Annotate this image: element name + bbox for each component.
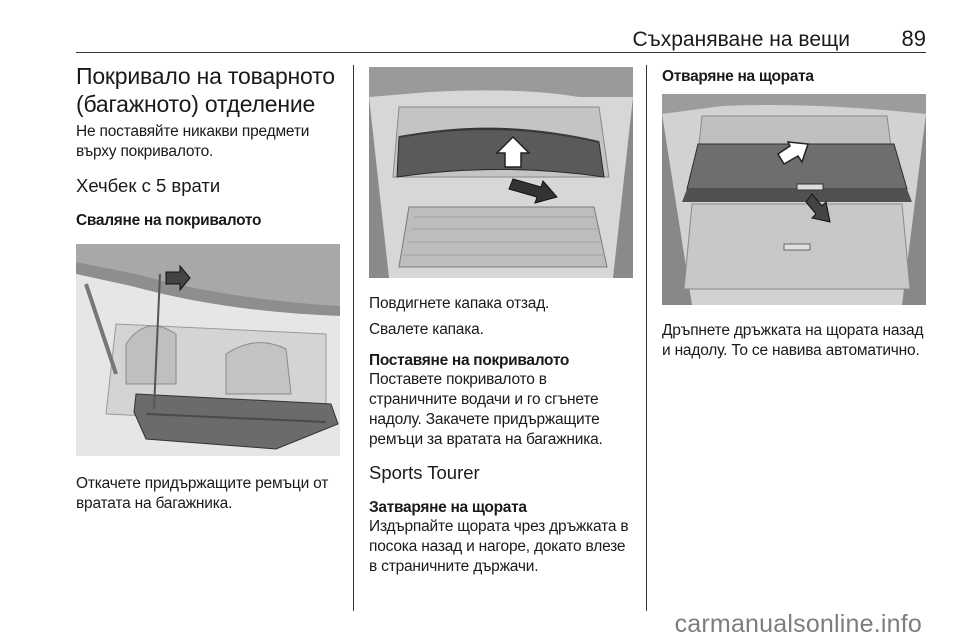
section-heading: Покривало на товарното (багажното) отделение: [76, 63, 335, 117]
intro-paragraph: Не поставяйте никакви предмети върху покривалото.: [76, 123, 310, 160]
paragraph: Повдигнете капака отзад.: [369, 295, 550, 312]
column-middle: [369, 62, 633, 577]
watermark: carmanualsonline.info: [674, 610, 922, 638]
step-heading: Поставяне на покривалото: [369, 352, 570, 369]
paragraph: Дръпнете дръжката на щората назад и надолу. То се навива автоматично.: [662, 322, 924, 359]
header-rule: [76, 52, 926, 53]
step-heading: Затваряне на щората: [369, 499, 527, 516]
subsection-heading: Хечбек с 5 врати: [76, 175, 221, 196]
running-header-title: Съхраняване на вещи: [632, 28, 850, 51]
column-left: [76, 62, 340, 514]
column-right: [662, 62, 926, 361]
paragraph: Издърпайте щората чрез дръжката в посока назад и нагоре, докато влезе в страничните държачи.: [369, 518, 629, 575]
cover-removal-illustration: [76, 244, 340, 456]
paragraph: Свалете капака.: [369, 321, 484, 338]
column-divider: [353, 65, 354, 611]
cover-lift-illustration: [369, 67, 633, 278]
step-caption: Откачете придържащите ремъци от вратата на багажника.: [76, 475, 329, 512]
column-divider: [646, 65, 647, 611]
page-number: 89: [901, 26, 926, 51]
paragraph: Поставете покривалото в страничните водачи и го сгънете надолу. Закачете придържащите ремъци за вратата на багажника.: [369, 371, 603, 448]
step-heading: Отваряне на щората: [662, 68, 814, 85]
step-heading: Сваляне на покривалото: [76, 212, 262, 229]
blind-open-illustration: [662, 94, 926, 305]
subsection-heading: Sports Tourer: [369, 462, 480, 483]
